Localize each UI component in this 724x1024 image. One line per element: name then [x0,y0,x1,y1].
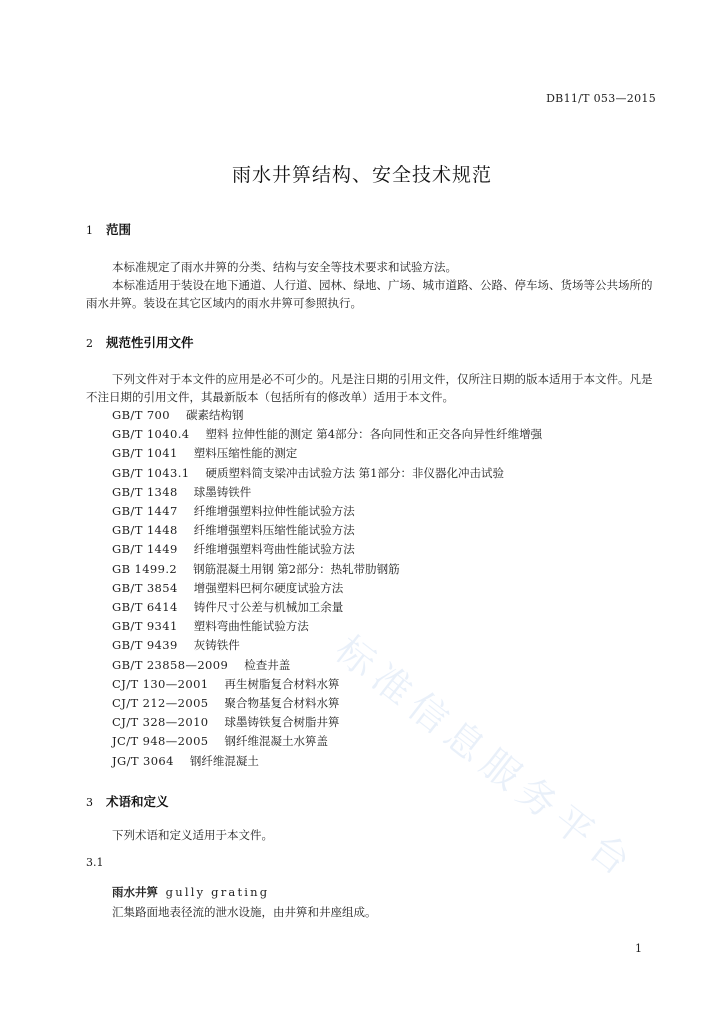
reference-item [112,483,542,502]
document-title: 雨水井箅结构、安全技术规范 [231,164,492,186]
reference-name: 纤维增强塑料压缩性能试验方法 [193,523,355,538]
reference-name: 碳素结构钢 [186,408,244,422]
scope-paragraph-1 [86,258,658,276]
reference-code: GB 1499.2 [112,561,178,576]
page-number: 1 [635,942,642,955]
reference-item [112,675,542,694]
references-intro-text: 下列文件对于本文件的应用是必不可少的。凡是注日期的引用文件，仅所注日期的版本适用于本文件。凡是不注日期的引用文件，其最新版本（包括所有的修改单）适用于本文件。 [86,372,653,404]
section-title: 术语和定义 [106,794,169,809]
reference-code: GB/T 1043.1 [112,465,190,480]
reference-item [112,636,542,655]
term-chinese: 雨水井箅 [112,885,158,899]
references-intro [86,370,658,406]
reference-item [112,694,542,713]
reference-name: 塑料 拉伸性能的测定 第4部分：各向同性和正交各向异性纤维增强 [205,427,543,442]
reference-item [112,502,542,521]
reference-item [112,656,542,675]
term-entry [112,884,269,900]
reference-item [112,540,542,559]
reference-name: 球墨铸铁件 [193,484,252,499]
term-english: gully grating [165,885,270,899]
section-title: 规范性引用文件 [106,335,194,350]
reference-code: CJ/T 130—2001 [112,676,209,691]
reference-item [112,521,542,540]
reference-name: 聚合物基复合材料水箅 [224,696,340,711]
reference-item [112,617,542,636]
reference-name: 塑料压缩性能的测定 [193,446,298,461]
reference-code: GB/T 3854 [112,580,178,595]
section-heading-terms [86,792,169,810]
reference-name: 钢筋混凝土用钢 第2部分：热轧带肋钢筋 [193,561,400,576]
reference-name: 纤维增强塑料拉伸性能试验方法 [193,504,355,519]
reference-code: CJ/T 328—2010 [112,715,209,730]
reference-name: 钢纤维混凝土水箅盖 [224,734,329,749]
section-number: 1 [86,224,93,237]
reference-item [112,464,542,483]
reference-code: CJ/T 212—2005 [112,696,209,711]
reference-code: GB/T 1348 [112,484,178,499]
reference-item [112,425,542,444]
reference-code: GB/T 9439 [112,638,178,653]
reference-name: 球墨铸铁复合树脂井箅 [224,715,340,730]
reference-name: 塑料弯曲性能试验方法 [193,619,309,634]
reference-name: 钢纤维混凝土 [189,753,259,768]
reference-code: GB/T 9341 [112,619,178,634]
section-heading-scope [86,220,131,238]
reference-name: 检查井盖 [244,657,291,672]
scope-paragraph-2 [86,276,658,312]
reference-item [112,598,542,617]
reference-code: GB/T 6414 [112,600,178,615]
reference-name: 纤维增强塑料弯曲性能试验方法 [193,542,355,557]
reference-code: GB/T 1447 [112,504,178,519]
reference-code: JC/T 948—2005 [112,734,209,749]
reference-name: 灰铸铁件 [193,638,240,653]
reference-code: GB/T 700 [112,408,170,422]
reference-name: 再生树脂复合材料水箅 [224,676,340,691]
reference-code: GB/T 1449 [112,542,178,557]
term-definition: 汇集路面地表径流的泄水设施，由井箅和井座组成。 [112,905,377,919]
watermark: 标准信息服务平台 [327,627,645,889]
section-number: 3 [86,796,93,809]
reference-name: 硬质塑料简支梁冲击试验方法 第1部分：非仪器化冲击试验 [205,465,504,480]
reference-code: JG/T 3064 [112,753,174,768]
scope-text-2: 本标准适用于装设在地下通道、人行道、园林、绿地、广场、城市道路、公路、停车场、货场等公共场所的雨水井箅。装设在其它区域内的雨水井箅可参照执行。 [86,278,653,310]
section-heading-references [86,333,194,351]
term-number: 3.1 [86,856,104,869]
reference-name: 铸件尺寸公差与机械加工余量 [193,600,344,615]
reference-item [112,444,542,463]
scope-text-1: 本标准规定了雨水井箅的分类、结构与安全等技术要求和试验方法。 [112,260,457,274]
document-code: DB11/T 053—2015 [546,92,656,105]
reference-code: GB/T 1040.4 [112,427,190,442]
reference-code: GB/T 1041 [112,446,178,461]
reference-item [112,406,542,425]
reference-item [112,579,542,598]
reference-code: GB/T 1448 [112,523,178,538]
reference-name: 增强塑料巴柯尔硬度试验方法 [193,580,344,595]
section-number: 2 [86,337,93,350]
terms-intro-text: 下列术语和定义适用于本文件。 [112,828,273,842]
reference-item [112,560,542,579]
section-title: 范围 [106,222,132,237]
reference-code: GB/T 23858—2009 [112,657,229,672]
